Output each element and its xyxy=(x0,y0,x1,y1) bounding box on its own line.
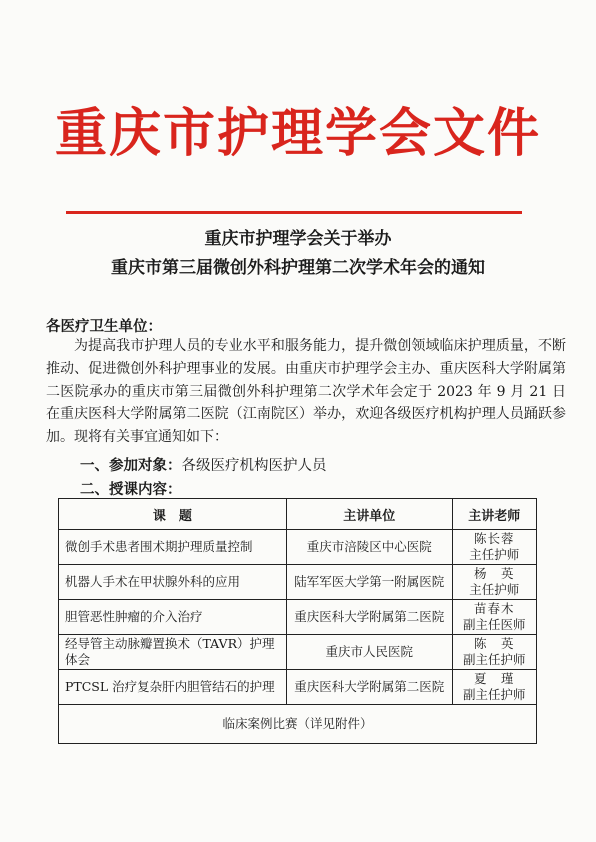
row-topic: PTCSL 治疗复杂肝内胆管结石的护理 xyxy=(59,670,287,705)
row-unit: 重庆市人民医院 xyxy=(286,635,452,670)
row-unit: 重庆医科大学附属第二医院 xyxy=(286,600,452,635)
lecturer-rank: 主任护师 xyxy=(469,547,520,562)
lecturer-rank: 副主任护师 xyxy=(463,652,526,667)
section-courses-heading: 二、授课内容： xyxy=(80,481,182,498)
lecturer-name: 陈长蓉 xyxy=(474,531,515,546)
row-topic: 微创手术患者围术期护理质量控制 xyxy=(59,530,287,565)
lecturer-name: 陈 英 xyxy=(474,636,515,651)
row-unit: 重庆医科大学附属第二医院 xyxy=(286,670,452,705)
lecturer-name: 苗春木 xyxy=(474,601,515,616)
table-row xyxy=(59,530,537,565)
notice-title-line-1: 重庆市护理学会关于举办 xyxy=(204,229,392,249)
header-topic: 课 题 xyxy=(59,499,287,530)
table-footer-row xyxy=(59,705,537,744)
row-unit: 陆军军医大学第一附属医院 xyxy=(286,565,452,600)
section-courses xyxy=(80,480,182,500)
body-paragraph: 为提高我市护理人员的专业水平和服务能力，提升微创领域临床护理质量，不断推动、促进微创外科护理事业的发展。由重庆市护理学会主办、重庆医科大学附属第二医院承办的重庆市第三届微创外科护理第二次学术年会定于 2023 年 9 月 21 日在重庆医科大学附属第二医院（江南院区）举办，欢迎各级医疗机构护理人员踊跃参加。现将有关事宜通知如下： xyxy=(46,338,566,446)
header-lecturer: 主讲老师 xyxy=(452,499,536,530)
table-footer: 临床案例比赛（详见附件） xyxy=(59,705,537,744)
row-unit: 重庆市涪陵区中心医院 xyxy=(286,530,452,565)
row-lecturer xyxy=(452,635,536,670)
lecturer-rank: 副主任医师 xyxy=(463,617,526,632)
course-table-header xyxy=(59,499,537,530)
table-row xyxy=(59,670,537,705)
notice-title-line-2: 重庆市第三届微创外科护理第二次学术年会的通知 xyxy=(111,258,485,278)
table-row xyxy=(59,565,537,600)
row-lecturer xyxy=(452,600,536,635)
masthead-divider xyxy=(66,211,522,214)
lecturer-name: 杨 英 xyxy=(474,566,515,581)
table-row xyxy=(59,600,537,635)
row-topic: 胆管恶性肿瘤的介入治疗 xyxy=(59,600,287,635)
lecturer-rank: 副主任护师 xyxy=(463,687,526,702)
row-lecturer xyxy=(452,670,536,705)
document-masthead: 重庆市护理学会文件 xyxy=(54,103,541,164)
course-table xyxy=(58,498,537,744)
table-row xyxy=(59,635,537,670)
row-lecturer xyxy=(452,530,536,565)
lecturer-name: 夏 瑾 xyxy=(474,671,515,686)
lecturer-rank: 主任护师 xyxy=(469,582,520,597)
section-participants xyxy=(80,456,327,476)
row-topic: 机器人手术在甲状腺外科的应用 xyxy=(59,565,287,600)
salutation: 各医疗卫生单位： xyxy=(46,318,162,335)
section-participants-heading: 一、参加对象： xyxy=(80,457,182,474)
row-lecturer xyxy=(452,565,536,600)
header-unit: 主讲单位 xyxy=(286,499,452,530)
row-topic: 经导管主动脉瓣置换术（TAVR）护理体会 xyxy=(59,635,287,670)
section-participants-text: 各级医疗机构医护人员 xyxy=(181,458,327,474)
